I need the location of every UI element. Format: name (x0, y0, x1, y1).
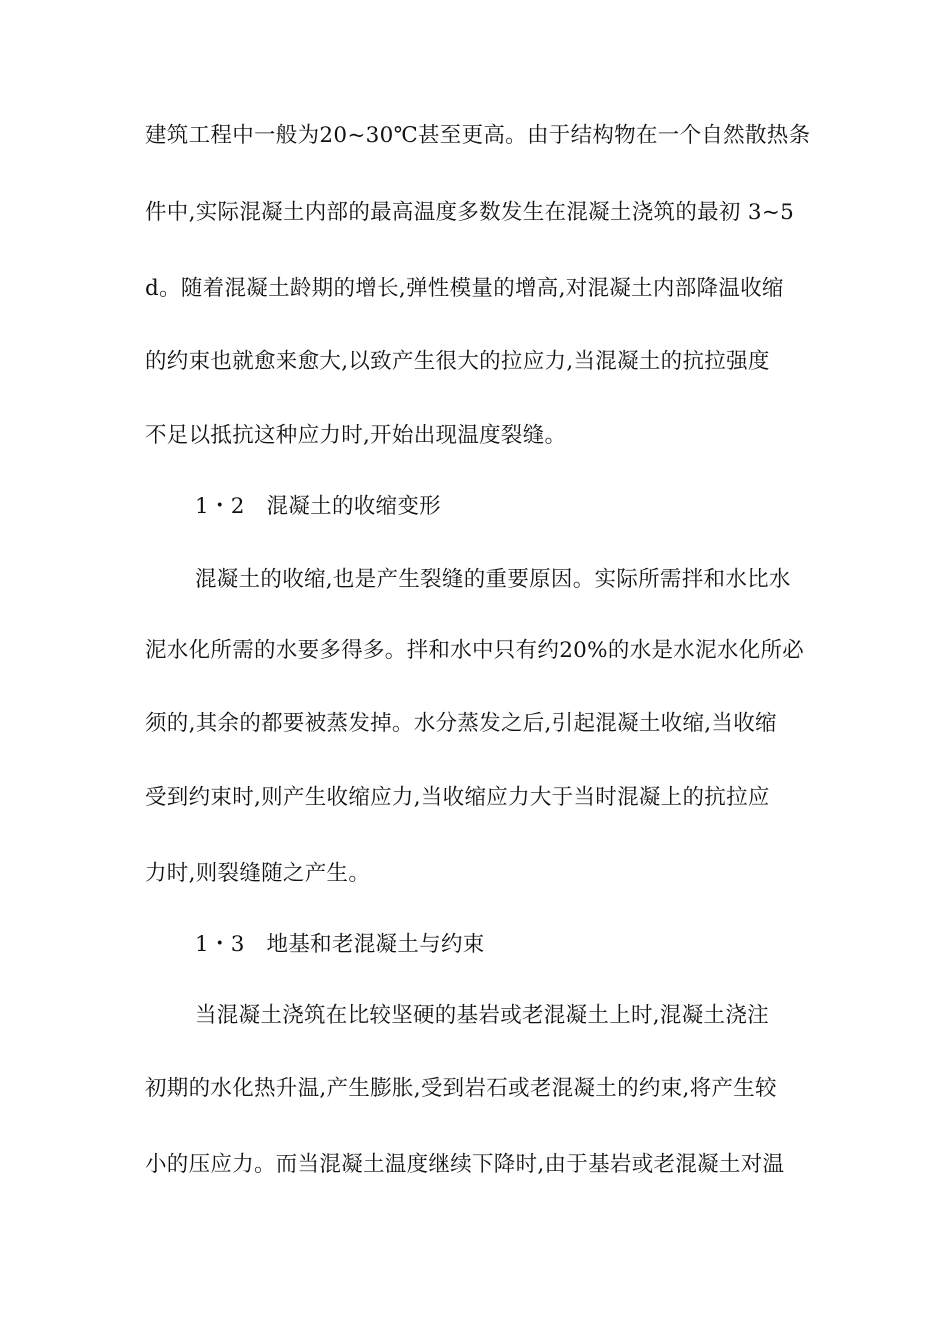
paragraph-first-line: 当混凝土浇筑在比较坚硬的基岩或老混凝土上时,混凝土浇注 (195, 1003, 769, 1028)
text-line: 的约束也就愈来愈大,以致产生很大的拉应力,当混凝土的抗拉强度 (145, 349, 770, 374)
text-line: 不足以抵抗这种应力时,开始出现温度裂缝。 (145, 423, 567, 448)
text-line: 件中,实际混凝土内部的最高温度多数发生在混凝土浇筑的最初 3~5 (145, 200, 795, 225)
text-line: 初期的水化热升温,产生膨胀,受到岩石或老混凝土的约束,将产生较 (145, 1076, 777, 1101)
text-line: 建筑工程中一般为20~30℃甚至更高。由于结构物在一个自然散热条 (145, 123, 811, 148)
text-line: 受到约束时,则产生收缩应力,当收缩应力大于当时混凝上的抗拉应 (145, 785, 770, 810)
text-line: 泥水化所需的水要多得多。拌和水中只有约20%的水是水泥水化所必 (145, 638, 805, 663)
paragraph-first-line: 混凝土的收缩,也是产生裂缝的重要原因。实际所需拌和水比水 (195, 567, 791, 592)
text-line: 须的,其余的都要被蒸发掉。水分蒸发之后,引起混凝土收缩,当收缩 (145, 711, 777, 736)
text-line: 小的压应力。而当混凝土温度继续下降时,由于基岩或老混凝土对温 (145, 1152, 785, 1177)
section-heading: 1・3 地基和老混凝土与约束 (195, 932, 485, 957)
text-line: d。随着混凝土龄期的增长,弹性模量的增高,对混凝土内部降温收缩 (145, 276, 784, 301)
text-line: 力时,则裂缝随之产生。 (145, 861, 371, 886)
section-heading: 1・2 混凝土的收缩变形 (195, 494, 441, 519)
